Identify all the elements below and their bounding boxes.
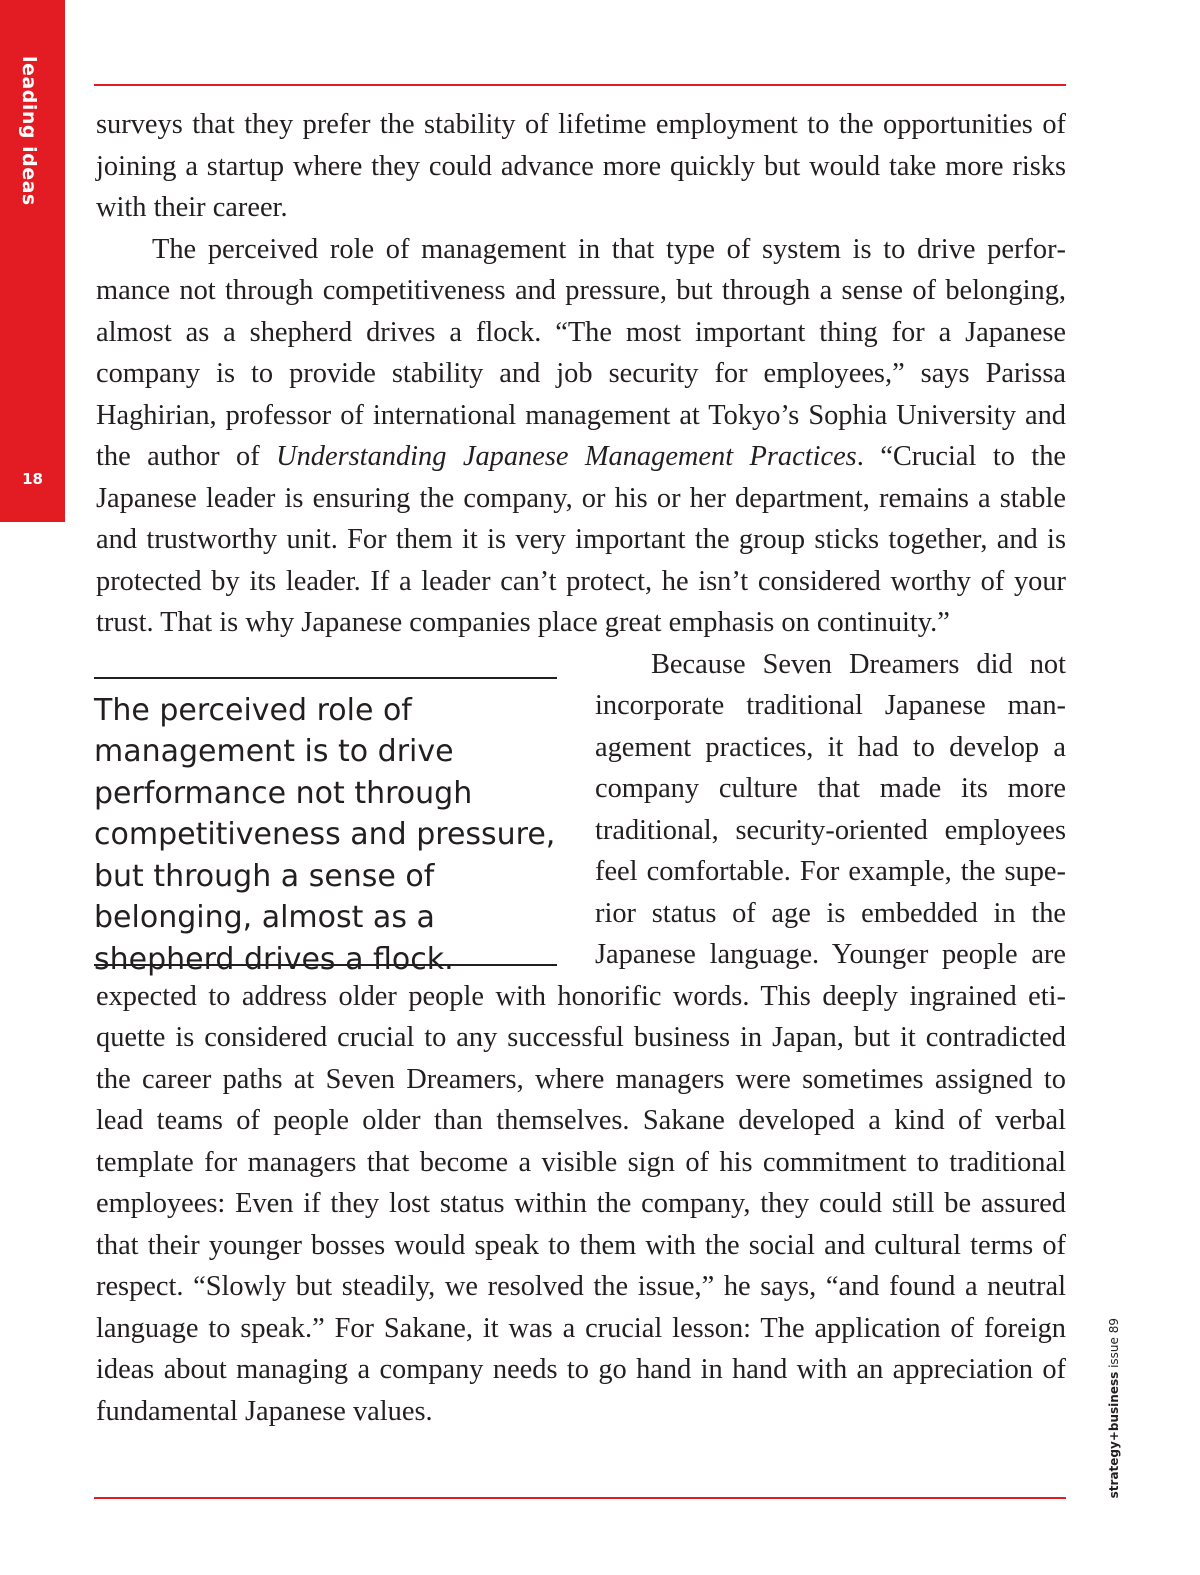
top-rule bbox=[94, 84, 1066, 86]
paragraph-1: surveys that they prefer the stability of lifetime employment to the opportunities of joining a startup where they could advance more quickly but would take more risks with their career. bbox=[96, 109, 1066, 223]
book-title: Understanding Japanese Management Practices bbox=[276, 441, 857, 472]
publication-name: strategy+business bbox=[1107, 1371, 1121, 1499]
paragraph-2-text-a: The perceived role of management in that type of system is to drive performance not through competitiveness and pressure, but through a sense of belonging, almost as a shepherd drives a flock. “The most important thing for a Japanese company is to provide stability and job security for employees,” says Parissa Haghirian, professor of international management at Tokyo’s Sophia University and the author of bbox=[96, 233, 1066, 472]
pull-quote-text: The perceived role of management is to drive performance not through competitiveness and pressure, but through a sense of belonging, almost as a shepherd drives a flock. bbox=[94, 692, 556, 977]
section-tab bbox=[0, 0, 65, 522]
article-body bbox=[96, 104, 1066, 1432]
paragraph-3: Because Seven Dreamers did not incorporate traditional Japanese management practices, it had to develop a company culture that made its more traditional, security-oriented employees feel comfortable. For example, the superior status of age is embedded in the Japanese language. Younger people are expected to address older people with honorific words. This deeply ingrained etiquette is considered crucial to any successful business in Japan, but it contradicted the career paths at Seven Dreamers, where managers were sometimes assigned to lead teams of people older than themselves. Sakane developed a kind of verbal template for managers that become a visible sign of his commitment to traditional employees: Even if they lost status within the company, they could still be assured that their younger bosses would speak to them with the social and cultural terms of respect. “Slowly but steadily, we resolved the issue,” he says, “and found a neutral language to speak.” For Sakane, it was a crucial lesson: The application of foreign ideas about managing a company needs to go hand in hand with an appreciation of fundamental Japanese values. bbox=[96, 648, 1066, 1427]
issue-label: issue 89 bbox=[1107, 1318, 1121, 1368]
bottom-rule bbox=[94, 1497, 1066, 1499]
publication-footer bbox=[1107, 1318, 1121, 1498]
page-number: 18 bbox=[22, 470, 43, 488]
paragraph-2 bbox=[96, 229, 1066, 644]
section-label: leading ideas bbox=[18, 56, 40, 206]
paragraph-2-text-b: . “Crucial to the Japanese leader is ensuring the company, or his or her department, remains a stable and trustworthy unit. For them it is very important the group sticks together, and is protected by its leader. If a leader can’t protect, he isn’t considered worthy of your trust. That is why Japanese companies place great emphasis on continuity.” bbox=[96, 441, 1066, 638]
pull-quote bbox=[94, 677, 557, 977]
